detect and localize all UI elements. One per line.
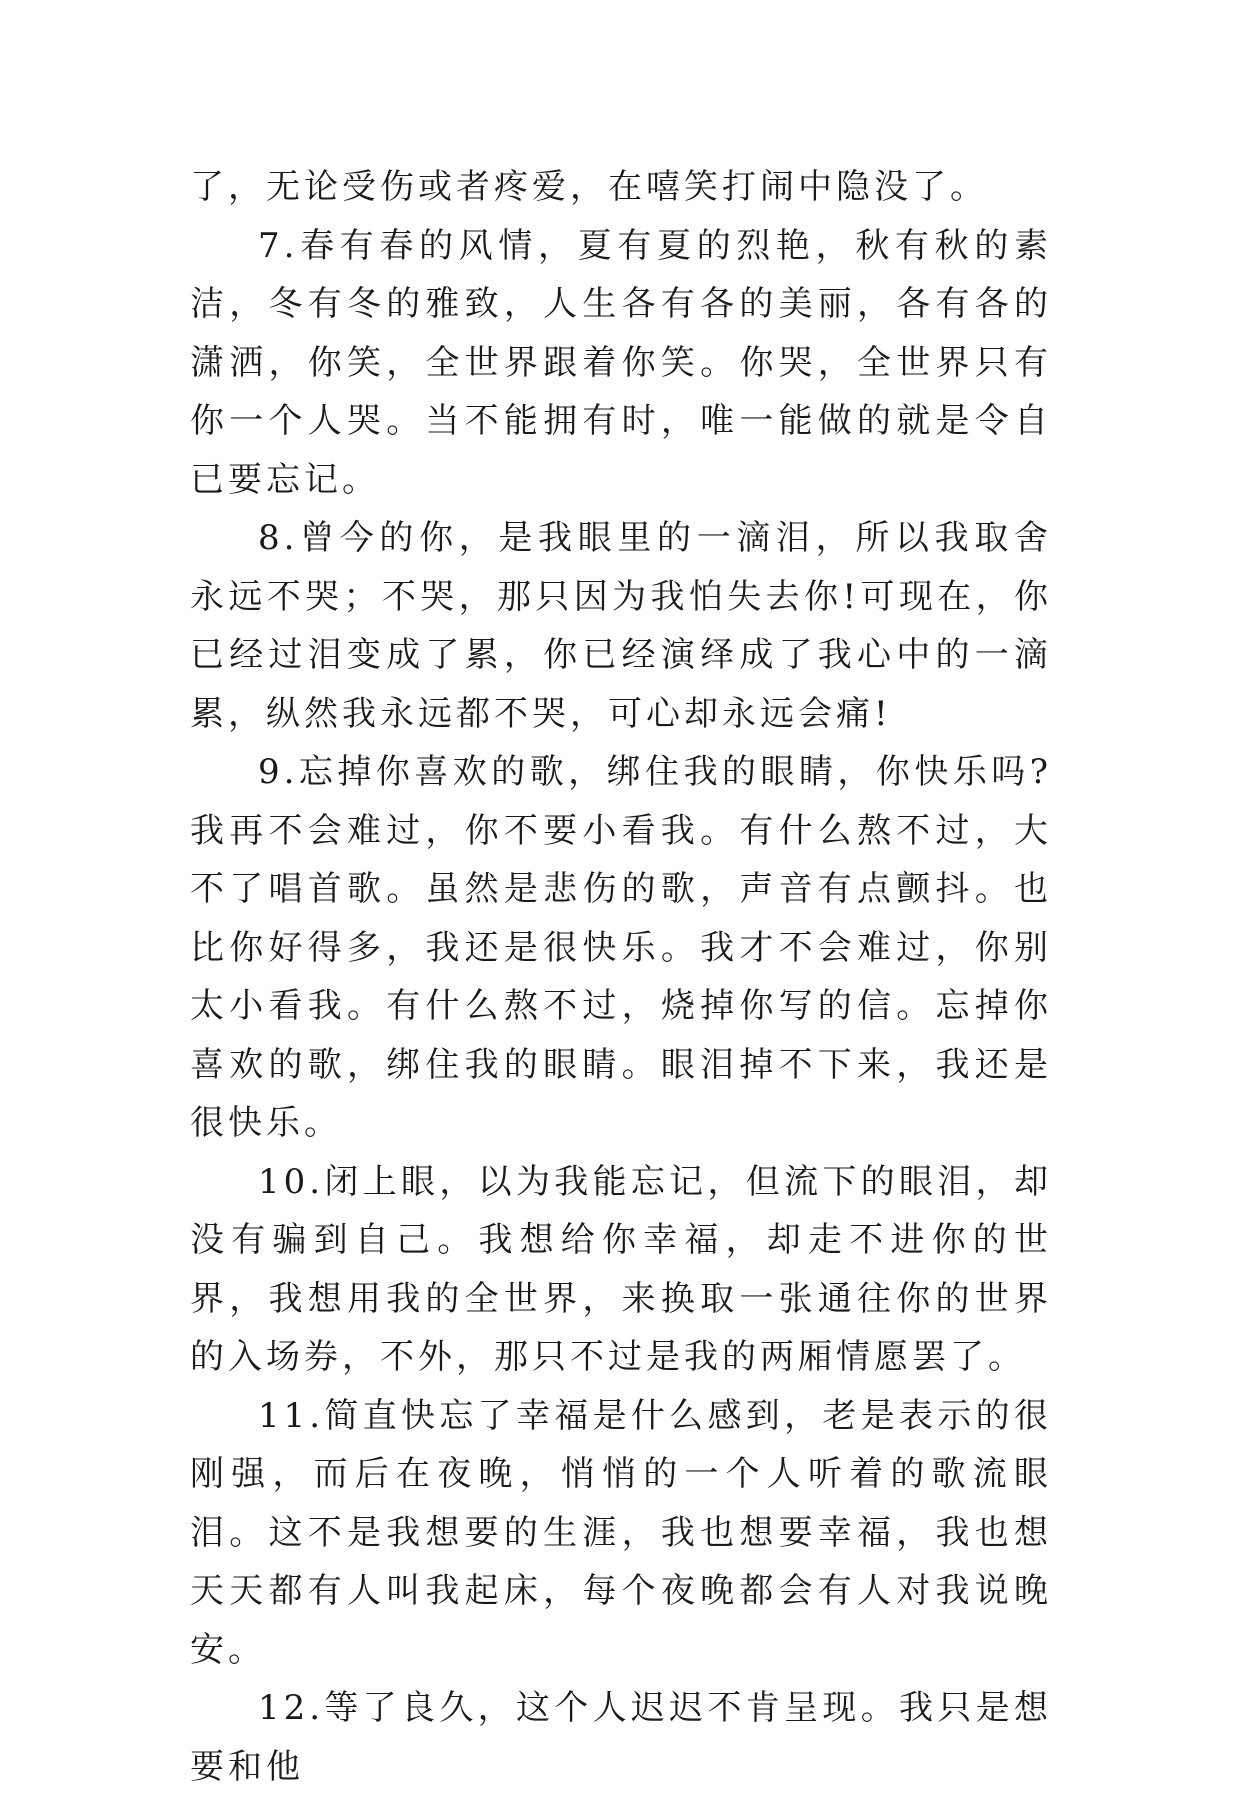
paragraph-item-7: 7.春有春的风情，夏有夏的烈艳，秋有秋的素洁，冬有冬的雅致，人生各有各的美丽，各有各的潇洒，你笑，全世界跟着你笑。你哭，全世界只有你一个人哭。当不能拥有时，唯一能做的就是令自已要忘记。 [190,225,1052,500]
paragraph-item-10: 10.闭上眼，以为我能忘记，但流下的眼泪，却没有骗到自己。我想给你幸福，却走不进你的世界，我想用我的全世界，来换取一张通往你的世界的入场券，不外，那只不过是我的两厢情愿罢了。 [190,1161,1052,1377]
paragraph-item-12: 12.等了良久，这个人迟迟不肯呈现。我只是想要和他 [190,1688,1052,1787]
paragraph-item-11: 11.简直快忘了幸福是什么感到，老是表示的很刚强，而后在夜晚，悄悄的一个人听着的歌流眼泪。这不是我想要的生涯，我也想要幸福，我也想天天都有人叫我起床，每个夜晚都会有人对我说晚安。 [190,1395,1052,1670]
paragraph-item-9: 9.忘掉你喜欢的歌，绑住我的眼睛，你快乐吗?我再不会难过，你不要小看我。有什么熬不过，大不了唱首歌。虽然是悲伤的歌，声音有点颤抖。也比你好得多，我还是很快乐。我才不会难过，你别太小看我。有什么熬不过，烧掉你写的信。忘掉你喜欢的歌，绑住我的眼睛。眼泪掉不下来，我还是很快乐。 [190,752,1052,1143]
document-body [190,158,1052,1796]
paragraph-continuation: 了，无论受伤或者疼爱，在嘻笑打闹中隐没了。 [190,167,988,207]
paragraph-item-8: 8.曾今的你，是我眼里的一滴泪，所以我取舍永远不哭；不哭，那只因为我怕失去你!可现在，你已经过泪变成了累，你已经演绎成了我心中的一滴累，纵然我永远都不哭，可心却永远会痛! [190,518,1052,734]
